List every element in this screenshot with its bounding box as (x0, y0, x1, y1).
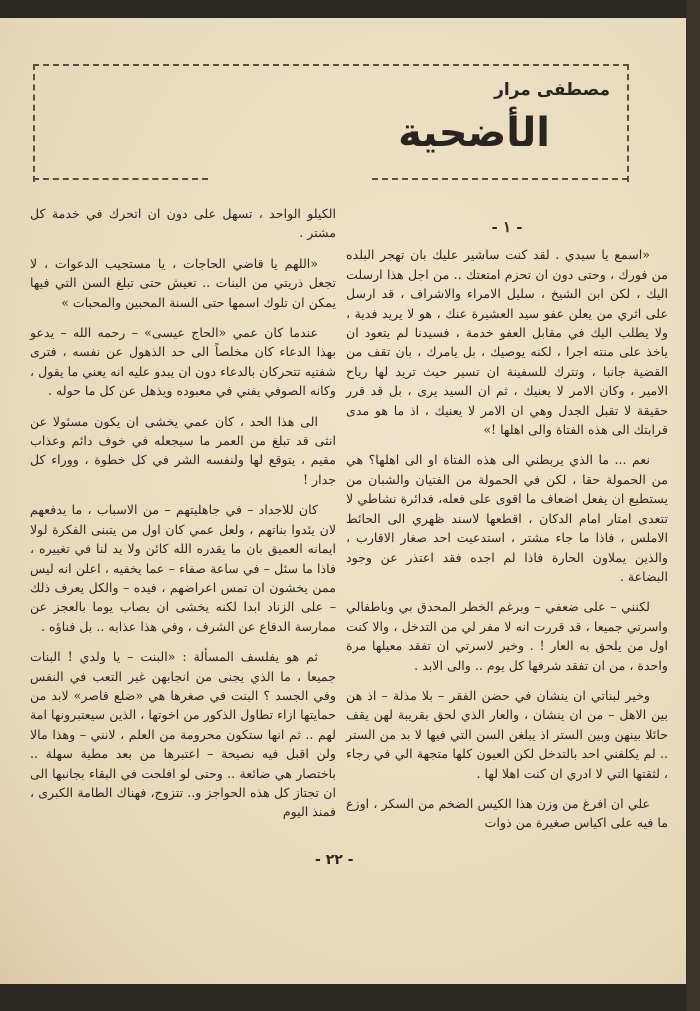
paragraph: وخير لبناتي ان ينشان في حضن الفقر – بلا مذلة – اذ هن بين الاهل – من ان ينشان ، والعار الذي لحق بقريبة لهن يقف حائلا بينهن وبين الستر اذ يبلغن السن التي فيها لا بد من الستر .. لم يكلفني احد بالتدخل لكن العيون كلها متجهة الي في رجاء ، لثقتها التي لا ادري ان كنت اهلا لها . (346, 687, 668, 781)
page-edge (686, 0, 700, 1011)
right-column (346, 218, 668, 844)
left-column (30, 204, 336, 833)
paragraph: علي ان افرغ من وزن هذا الكيس الضخم من السكر ، اوزع ما فيه على اكياس صغيرة من ذوات (346, 795, 668, 831)
paragraph: «اسمع يا سيدي . لقد كنت ساشير عليك بان تهجر البلده من فورك ، وحتى دون ان تحزم امتعتك .. من اجل هذا ارسلت اليك ، لكن ابن الشيخ ، سليل الامراء والاشراف ، قد ارسل على اثري من يعلن عفو سيد العشيرة عنك ، هو لا يريد فدية ، ولا يطلب اليك في مقابل العفو خدمة ، فسيدنا لم يتعود ان ياخذ على منته اجرا ، لكنه يوصيك ، بل يامرك ، بان تقف من القضية جانبا ، وتترك للسفينة ان تسير حيث تريد لها رياح الامير ، وكان الامر لا يعنيك ، ثم ان السيد يرى ، بل قد قرر حقيقة لا تقبل الجدل وهي ان الامر لا يعنيك ، اذ ما هو مدى قرابتك الى هذه الفتاة والى اهلها !» (346, 247, 668, 438)
paragraph: نعم ... ما الذي يربطني الى هذه الفتاة او الى اهلها؟ هي من الحمولة حقا ، لكن في الحمولة من الفتيان والشبان من يستطيع ان يفعل اضعاف ما اقوى على فعله، فدائرة نشاطي لا تتعدى امتار امام الدكان ، اقطعها لاسند ظهري الى الحائط الاملس ، فاذا ما جاء مشتر ، استدعيت احد صغار الاقارب ، والذين يملاون الحارة فاذا لم اجده فقد اعتذر عن وجود البضاعة . (346, 452, 668, 584)
article-title: الأضحية (398, 110, 550, 156)
paragraph: لكنني – على ضعفي – وبرغم الخطر المحدق بي وباطفالي واسرتي جميعا ، قد قررت انه لا مفر لي من التدخل ، والا كنت اول من يلحق به العار ! . وخير لاسرتي ان تفقد معيلها مرة واحدة ، من ان تفقد شرفها كل يوم .. والى الابد . (346, 599, 668, 673)
title-frame-rule (33, 178, 208, 180)
paragraph: عندما كان عمي «الحاج عيسى» – رحمه الله – يدعو بهذا الدعاء كان مخلصاً الى حد الذهول عن نفسه ، فترى شفتيه تتحركان بالدعاء دون ان يبدو عليه انه يعني ما يقول ، وكانه الصوفي يفني في معبوده ويذهل عن كل ما حوله . (30, 325, 336, 399)
paragraph: «اللهم يا قاضي الحاجات ، يا مستجيب الدعوات ، لا تجعل ذريتي من البنات .. تعيش حتى تبلغ السن التي فيها يمكن ان تلوك اسمها حتى السنة المحبين والمحبات » (30, 255, 336, 310)
paragraph: الكيلو الواحد ، تسهل على دون ان اتحرك في خدمة كل مشتر . (30, 206, 336, 241)
paragraph: ثم هو يفلسف المسألة : «البنت – يا ولدي ! البنات جميعا ، ما الذي يجنى من انجابهن غير التعب في النفس وفي الجسد ؟ البنت في صغرها هي «ضلع قاصر» لابد من حمايتها ازاء تطاول الذكور من اخوتها ، الذين سيعتبرونها امة لهم .. ثم انها ستكون محرومة من العلم ، لانني – وهذا مالا ولن اقبل فيه نصيحة – اعتبرها من بعد مطية سهلة .. باختصار هي ضائعة .. وحتى لو افلحت في البقاء بجانبها الى ان تجتاز كل هذه الحواجز و.. تتزوج، فهناك الطامة الكبرى ، فمنذ اليوم (30, 649, 336, 820)
title-frame-rule (372, 178, 628, 180)
section-marker: - ١ - (491, 218, 523, 236)
page-number: - ٢٢ - (315, 852, 354, 868)
article-author: مصطفى مرار (494, 80, 610, 100)
paragraph: الى هذا الحد ، كان عمي يخشى ان يكون مسئولا عن انثى قد تبلغ من العمر ما سيجعله في خوف دائم وعذاب مقيم ، يتوقع لها ولنفسه الشر في كل خطوة ، ووراء كل جدار ! (30, 413, 336, 487)
paragraph: كان للاجداد – في جاهليتهم – من الاسباب ، ما يدفعهم لان يئدوا بناتهم ، ولعل عمي كان اول من يتبنى الفكرة لولا ايمانه العميق بان ما يقدره الله كائن ولا يد لنا في تغييره ، فاذا ما سئل – في ساعة صفاء – عما يخفيه ، اعلن انه ليس ممن يخشون ان تمس اعراضهم ، فيده – والكل يعرف ذلك – على الزناد ابدا لكنه يخشى ان يصاب يوما بالعجز عن ممارسة الدفاع عن الشرف ، وفي هذا عذابه .. بل فناؤه . (30, 502, 336, 634)
